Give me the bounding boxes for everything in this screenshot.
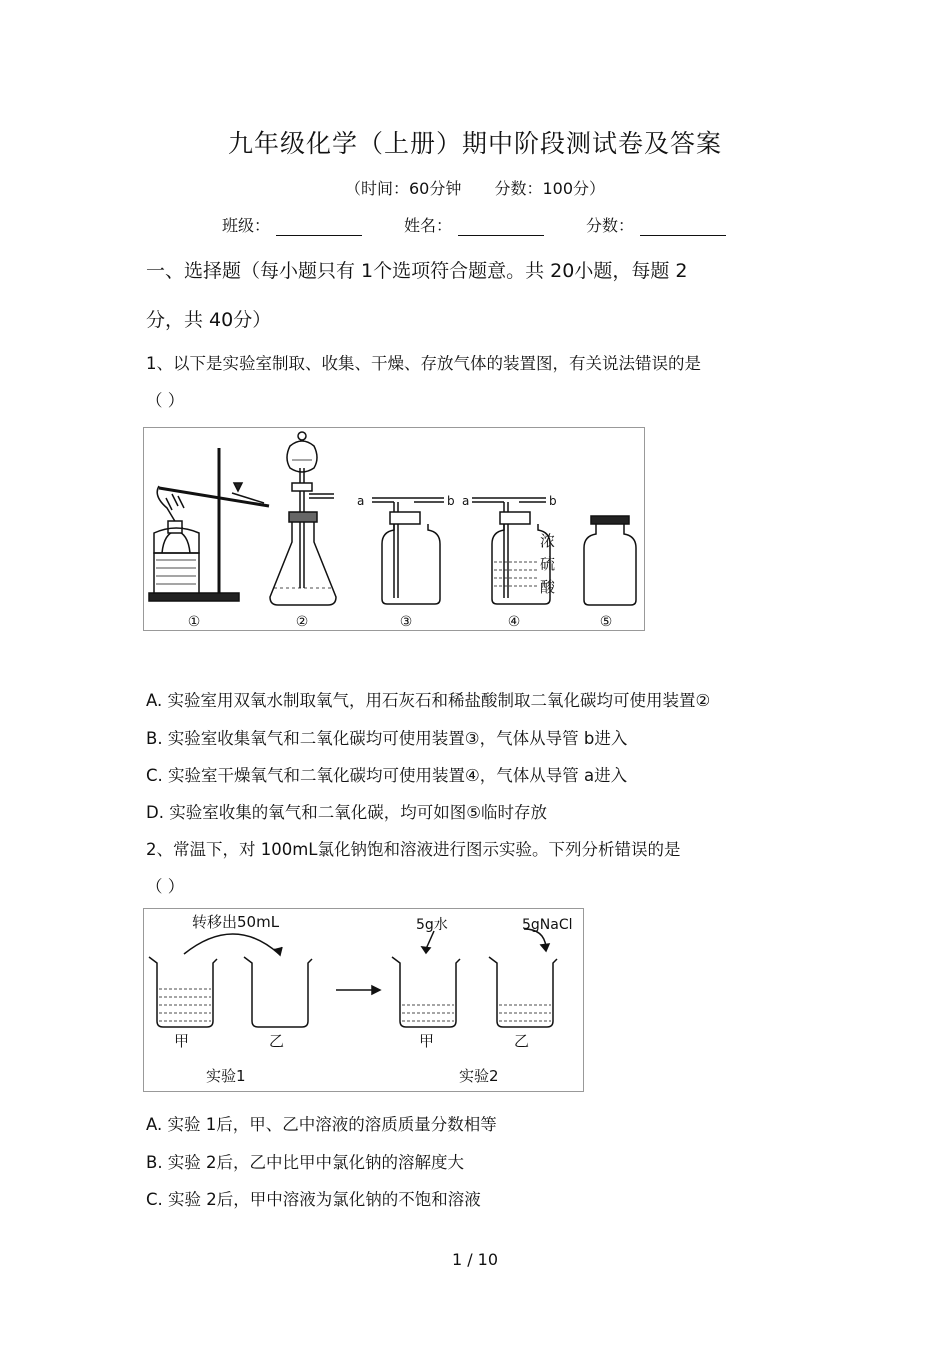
apparatus-label-5: ⑤ [599, 614, 613, 630]
acid-label-3: 酸 [540, 578, 556, 596]
name-blank[interactable] [458, 217, 544, 236]
page-title: 九年级化学（上册）期中阶段测试卷及答案 [227, 129, 722, 158]
transfer-label: 转移出50mL [192, 913, 280, 931]
apparatus-4 [472, 498, 550, 604]
beaker-jia-exp1 [149, 957, 217, 1027]
score-blank[interactable] [640, 217, 726, 236]
apparatus-label-3: ③ [399, 614, 413, 630]
yi-label-exp2: 乙 [514, 1032, 530, 1050]
acid-label-1: 浓 [540, 532, 556, 550]
class-blank[interactable] [276, 217, 362, 236]
exam-meta [0, 176, 950, 199]
section-heading-line1: 一、选择题（每小题只有 1个选项符合题意。共 20小题，每题 2 [146, 260, 688, 282]
q1-option-b: B. 实验室收集氧气和二氧化碳均可使用装置③，气体从导管 b进入 [146, 729, 628, 748]
q2-paren: （ ） [146, 877, 185, 896]
water-arrow [426, 931, 434, 949]
apparatus-2 [270, 432, 336, 605]
q2-option-b: B. 实验 2后，乙中比甲中氯化钠的溶解度大 [146, 1153, 465, 1172]
apparatus-label-4: ④ [507, 614, 521, 630]
jia-label-exp2: 甲 [419, 1032, 435, 1050]
class-label: 班级： [222, 216, 271, 235]
q2-figure [143, 908, 584, 1092]
class-field [222, 213, 362, 236]
apparatus-1 [149, 448, 269, 601]
beaker-jia-exp2 [392, 957, 460, 1027]
tube-a-label-3: a [357, 494, 365, 508]
q1-option-c: C. 实验室干燥氧气和二氧化碳均可使用装置④，气体从导管 a进入 [146, 766, 628, 785]
section-heading-line2: 分，共 40分） [146, 309, 272, 331]
name-field [404, 213, 544, 236]
acid-label-2: 硫 [540, 555, 556, 573]
q1-figure [143, 427, 645, 631]
score-label: 分数： [586, 216, 635, 235]
q1-paren: （ ） [146, 391, 185, 410]
exam-time: （时间：60分钟 [344, 179, 462, 198]
nacl-label: 5gNaCl [522, 917, 573, 933]
q2-stem: 2、常温下，对 100mL氯化钠饱和溶液进行图示实验。下列分析错误的是 [146, 840, 681, 859]
exam-total-score: 分数：100分） [494, 179, 605, 198]
process-arrow [336, 986, 380, 994]
name-label: 姓名： [404, 216, 453, 235]
tube-b-label-4: b [549, 494, 557, 508]
exp1-label: 实验1 [206, 1067, 246, 1085]
apparatus-label-2: ② [295, 614, 309, 630]
q1-stem: 1、以下是实验室制取、收集、干燥、存放气体的装置图，有关说法错误的是 [146, 354, 701, 373]
q1-option-a: A. 实验室用双氧水制取氧气，用石灰石和稀盐酸制取二氧化碳均可使用装置② [146, 691, 711, 710]
apparatus-3 [372, 498, 444, 604]
beaker-diagram [144, 909, 583, 1091]
water-label: 5g水 [416, 917, 448, 933]
apparatus-5 [584, 516, 636, 605]
tube-b-label-3: b [447, 494, 455, 508]
q2-option-a: A. 实验 1后，甲、乙中溶液的溶质质量分数相等 [146, 1115, 497, 1134]
yi-label-exp1: 乙 [269, 1032, 285, 1050]
exp2-label: 实验2 [459, 1067, 499, 1085]
score-field [586, 213, 726, 236]
apparatus-diagram [144, 428, 644, 630]
q2-option-c: C. 实验 2后，甲中溶液为氯化钠的不饱和溶液 [146, 1190, 481, 1209]
beaker-yi-exp2 [489, 957, 557, 1027]
page-number: 1 / 10 [451, 1250, 499, 1269]
tube-a-label-4: a [462, 494, 470, 508]
beaker-yi-exp1 [244, 957, 312, 1027]
apparatus-label-1: ① [187, 614, 201, 630]
jia-label-exp1: 甲 [174, 1032, 190, 1050]
q1-option-d: D. 实验室收集的氧气和二氧化碳，均可如图⑤临时存放 [146, 803, 547, 822]
transfer-arrow [184, 934, 279, 954]
